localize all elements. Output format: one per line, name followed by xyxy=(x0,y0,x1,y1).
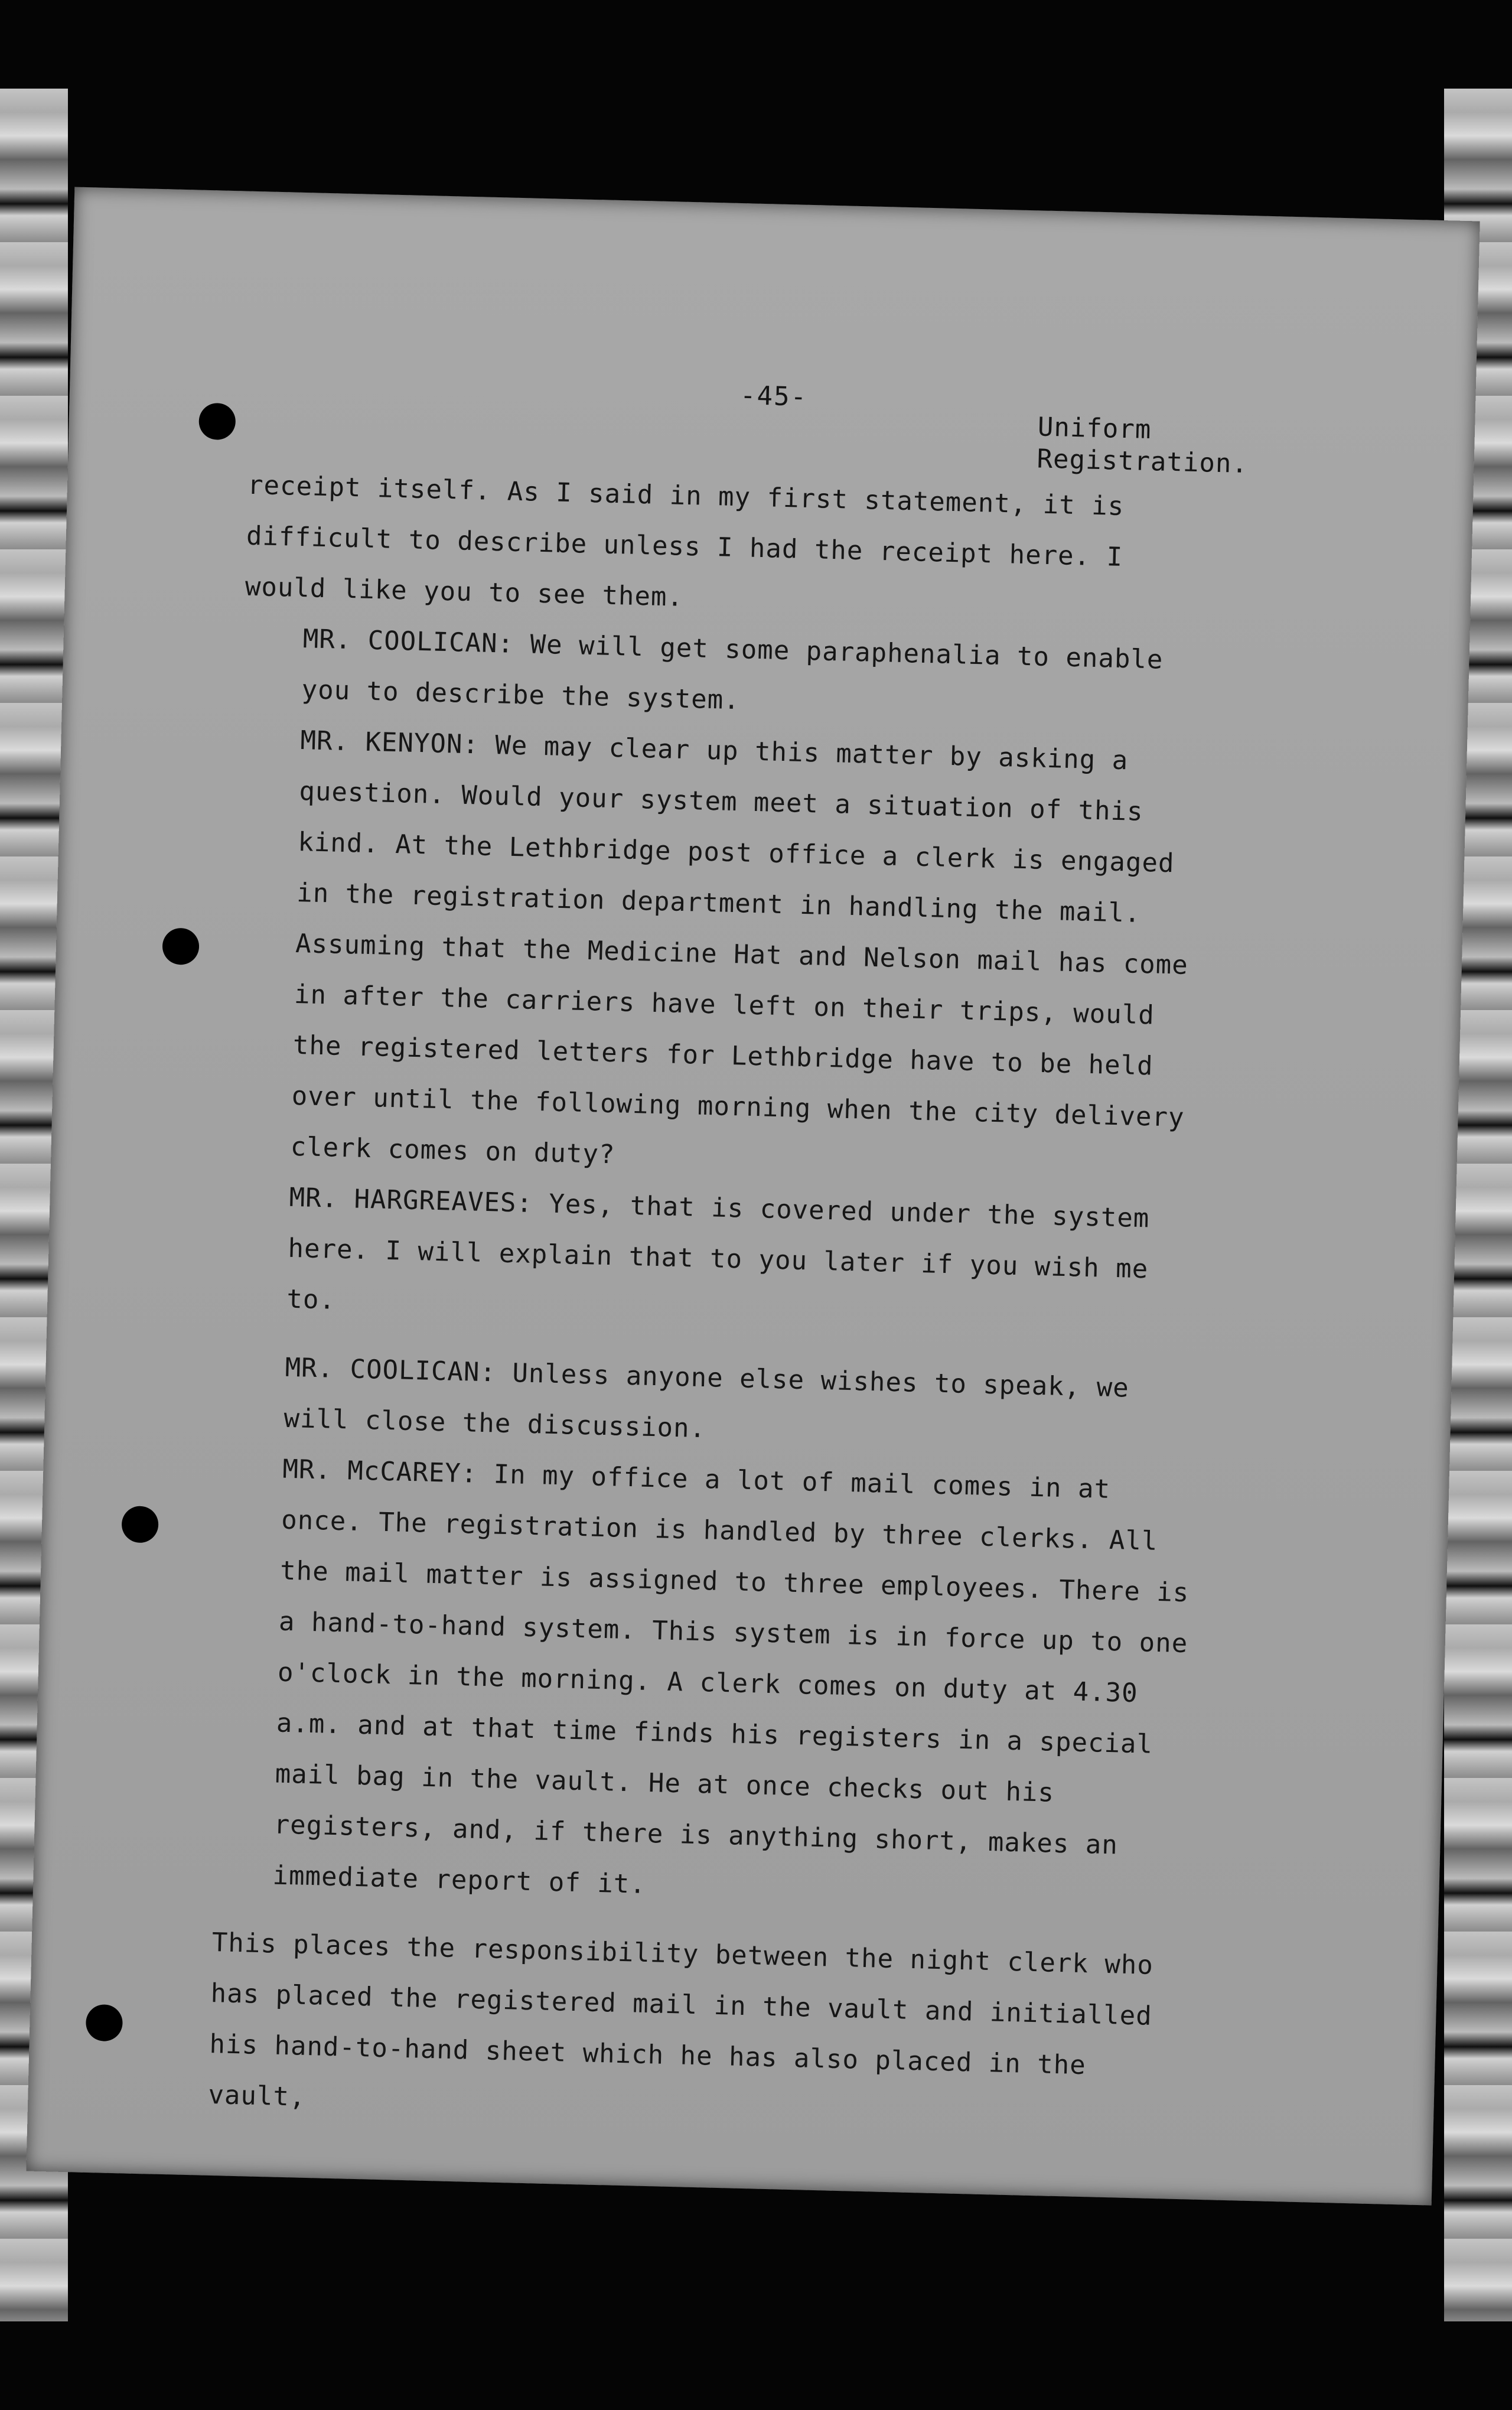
punch-hole xyxy=(121,1506,158,1543)
body-text xyxy=(207,460,1216,2144)
paragraph: MR. KENYON: We may clear up this matter by asking a question. Would your system meet a situation of this kind. At the Lethbridge post office a clerk is engaged in the registration department in handling the mail. Assuming that the Medicine Hat and Nelson mail has come in after the carriers have left on their trips, would the registered letters for Lethbridge have to be held over until the following morning when the city delivery clerk comes on duty? xyxy=(290,725,1189,1170)
page-number: -45- xyxy=(739,380,808,412)
punch-hole xyxy=(86,2004,123,2041)
paragraph: receipt itself. As I said in my first statement, it is difficult to describe unless I had the receipt here. I would like you to see them. xyxy=(245,470,1125,613)
punch-hole xyxy=(162,927,199,965)
paragraph: MR. McCAREY: In my office a lot of mail comes in at once. The registration is handled by three clerks. All the mail matter is assigned to three employees. There is a hand-to-hand system. This system is in force up to one o'clock in the morning. A clerk comes on duty at 4.30 a.m. and at that time finds his registers in a special mail bag in the vault. He at once checks out his registers, and, if there is anything short, makes an immediate report of it. xyxy=(272,1454,1190,1900)
document-page xyxy=(26,187,1480,2205)
paragraph: MR. HARGREAVES: Yes, that is covered under the system here. I will explain that to you later if you wish me to. xyxy=(286,1182,1150,1315)
paragraph: MR. COOLICAN: Unless anyone else wishes to speak, we will close the discussion. xyxy=(283,1352,1130,1444)
paragraph: This places the responsibility between the night clerk who has placed the registered mail in the vault and initialled his hand-to-hand sheet which he has also placed in the vault, xyxy=(207,1927,1154,2112)
section-title-text: Uniform Registration. xyxy=(1037,412,1249,480)
section-title xyxy=(1037,411,1249,480)
paragraph: MR. COOLICAN: We will get some paraphenalia to enable you to describe the system. xyxy=(301,624,1164,716)
punch-hole xyxy=(198,403,236,440)
